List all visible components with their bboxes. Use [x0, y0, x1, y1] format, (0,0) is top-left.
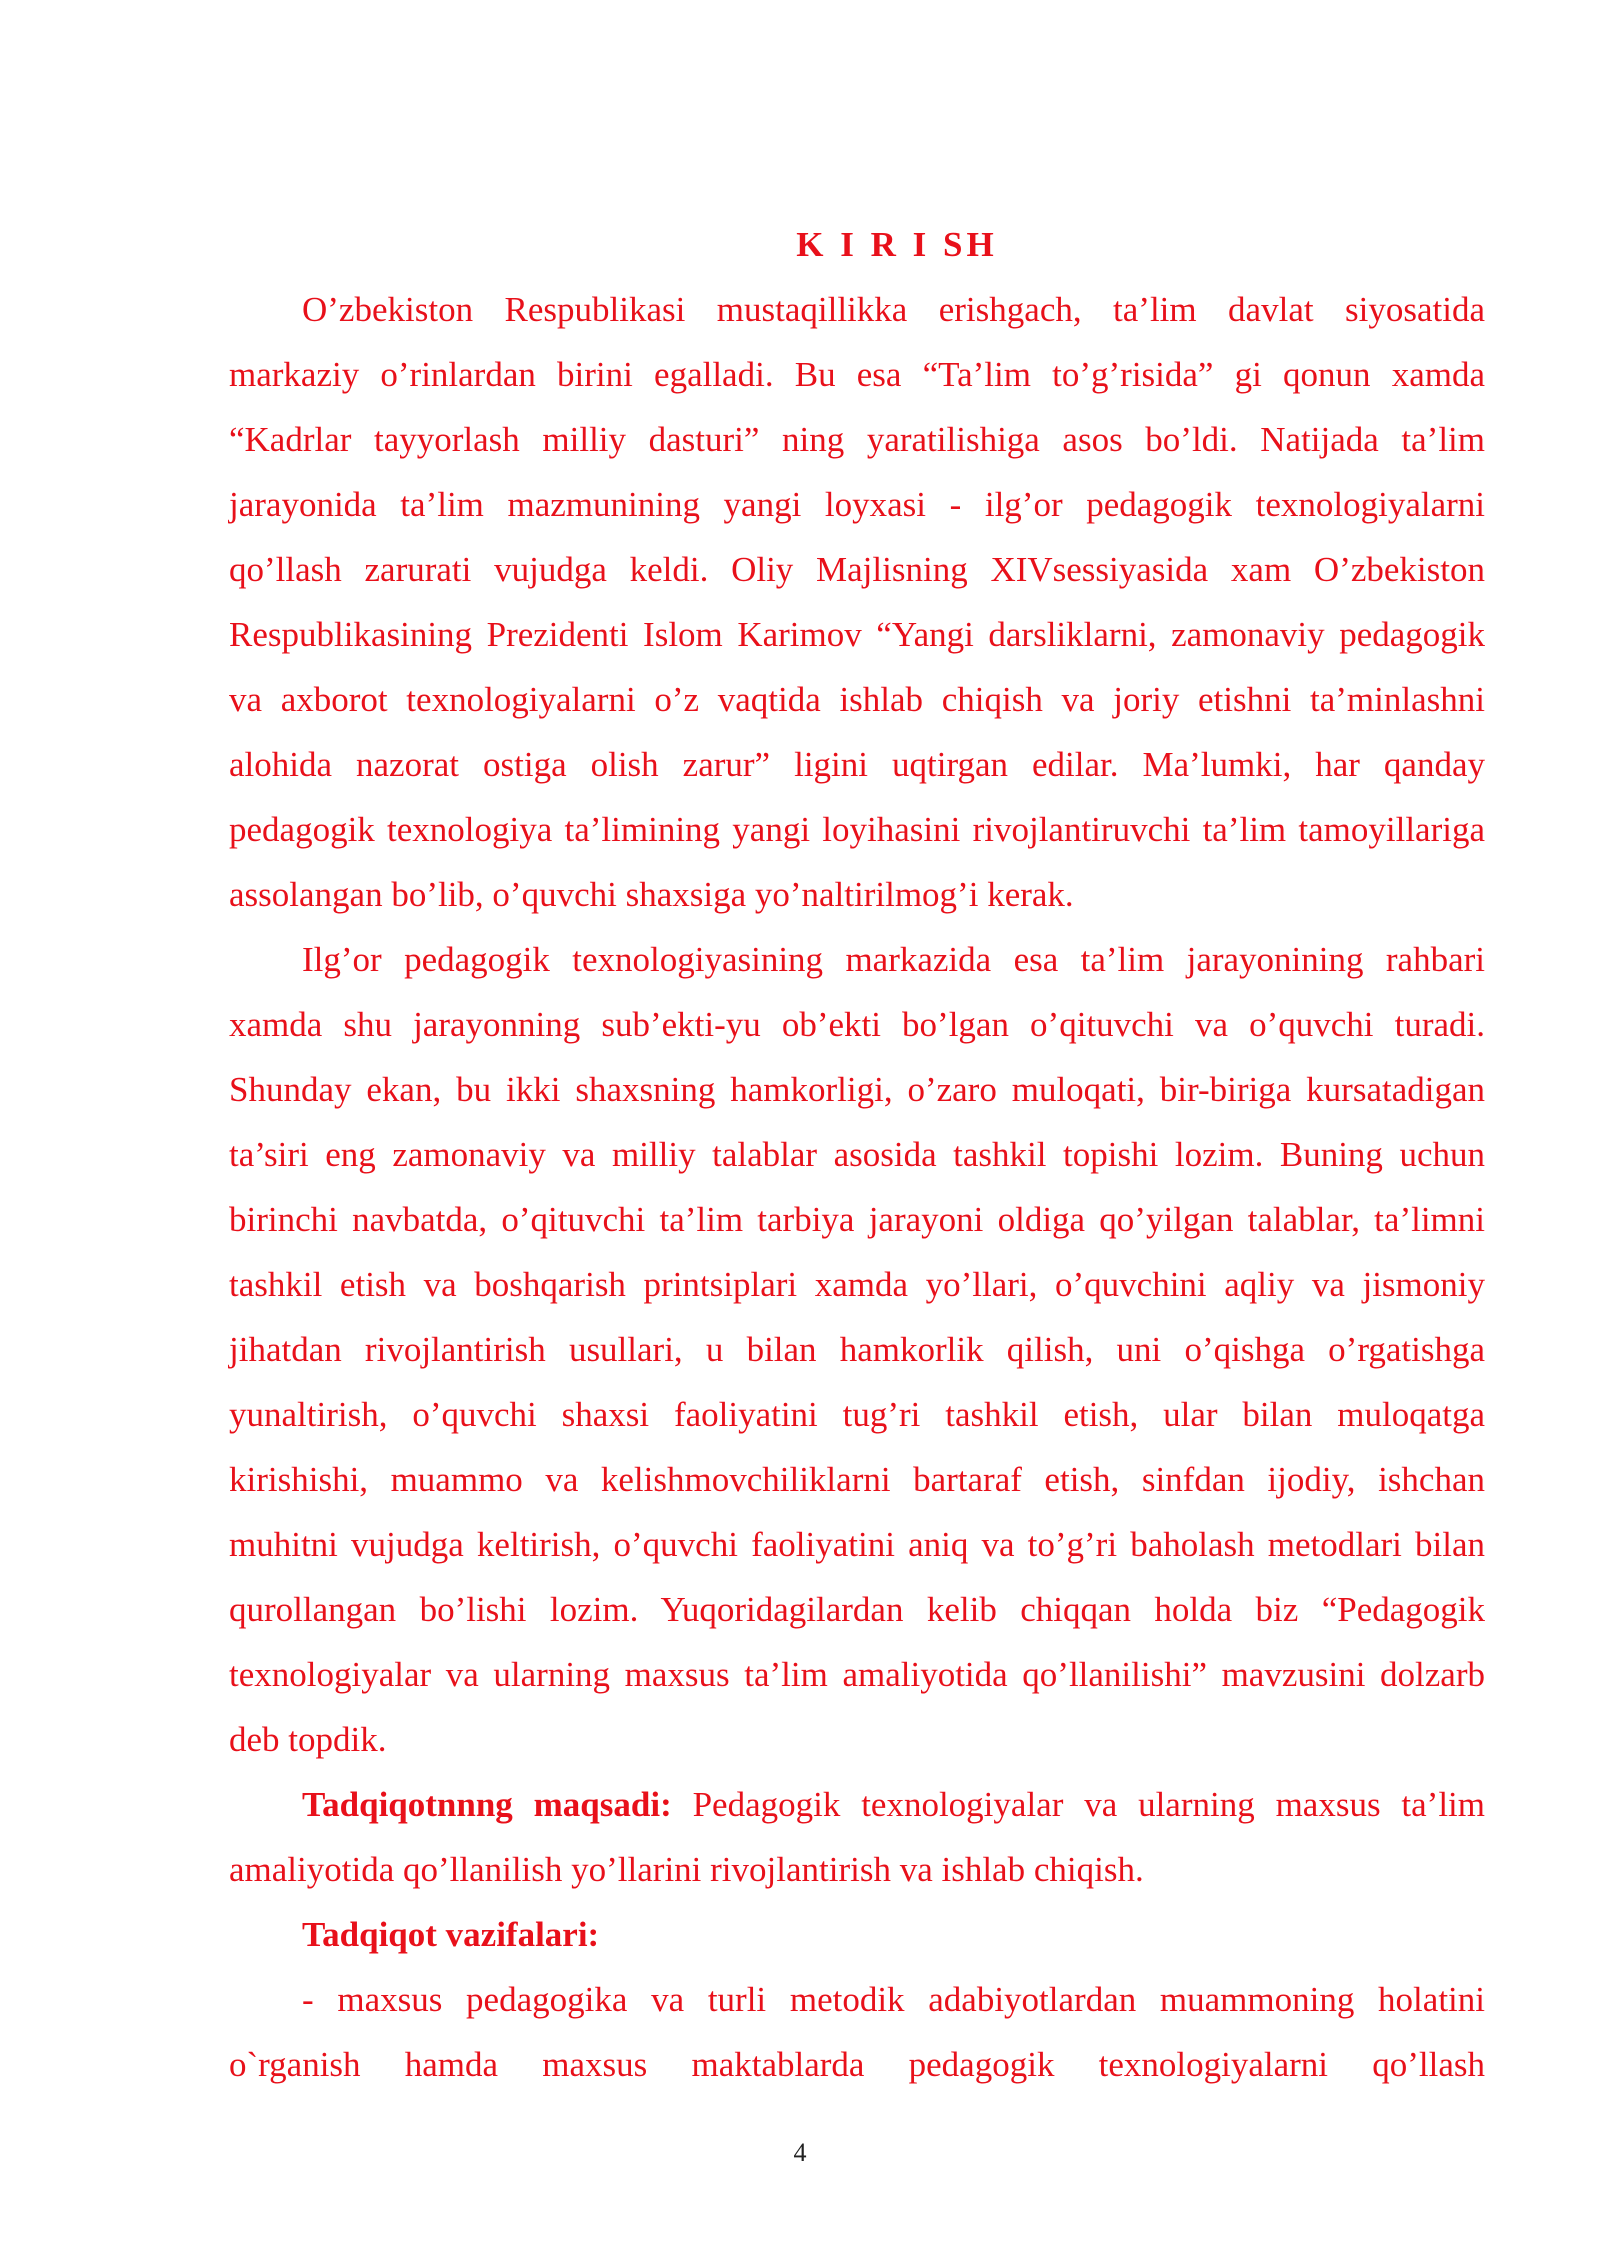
paragraph-pedagogy: Ilg’or pedagogik texnologiyasining markazida esa ta’lim jarayonining rahbari xamda shu jarayonning sub’ekti-yu ob’ekti bo’lgan o’qituvchi va o’quvchi turadi. Shunday ekan, bu ikki shaxsning hamkorligi, o’zaro muloqati, bir-biriga kursatadigan ta’siri eng zamonaviy va milliy talablar asosida tashkil topishi lozim. Buning uchun birinchi navbatda, o’qituvchi ta’lim tarbiya jarayoni oldiga qo’yilgan talablar, ta’limni tashkil etish va boshqarish printsiplari xamda yo’llari, o’quvchini aqliy va jismoniy jihatdan rivojlantirish usullari, u bilan hamkorlik qilish, uni o’qishga o’rgatishga yunaltirish, o’quvchi shaxsi faoliyatini tug’ri tashkil etish, ular bilan muloqatga kirishishi, muammo va kelishmovchiliklarni bartaraf etish, sinfdan ijodiy, ishchan muhitni vujudga keltirish, o’quvchi faoliyatini aniq va to’g’ri baholash metodlari bilan qurollangan bo’lishi lozim. Yuqoridagilardan kelib chiqqan holda biz “Pedagogik texnologiyalar va ularning maxsus ta’lim amaliyotida qo’llanilishi” mavzusini dolzarb deb topdik.: [229, 940, 1485, 1759]
section-heading: K I R I SH: [796, 225, 998, 264]
goal-text: Pedagogik texnologiyalar va ularning maxsus ta’lim amaliyotida qo’llanilish yo’llarini rivojlantirish va ishlab chiqish.: [229, 1785, 1485, 1889]
goal-label: Tadqiqotnnng maqsadi:: [302, 1785, 672, 1824]
task-item: - maxsus pedagogika va turli metodik adabiyotlardan muammoning holatini o`rganish hamda maxsus maktablarda pedagogik texnologiyalarni qo’llash: [229, 1980, 1485, 2084]
paragraph-intro: O’zbekiston Respublikasi mustaqillikka erishgach, ta’lim davlat siyosatida markaziy o’rinlardan birini egalladi. Bu esa “Ta’lim to’g’risida” gi qonun xamda “Kadrlar tayyorlash milliy dasturi” ning yaratilishiga asos bo’ldi. Natijada ta’lim jarayonida ta’lim mazmunining yangi loyxasi - ilg’or pedagogik texnologiyalarni qo’llash zarurati vujudga keldi. Oliy Majlisning XIVsessiyasida xam O’zbekiston Respublikasining Prezidenti Islom Karimov “Yangi darsliklarni, zamonaviy pedagogik va axborot texnologiyalarni o’z vaqtida ishlab chiqish va joriy etishni ta’minlashni alohida nazorat ostiga olish zarur” ligini uqtirgan edilar. Ma’lumki, har qanday pedagogik texnologiya ta’limining yangi loyihasini rivojlantiruvchi ta’lim tamoyillariga assolangan bo’lib, o’quvchi shaxsiga yo’naltirilmog’i kerak.: [229, 290, 1485, 914]
paragraph-goal: [229, 1772, 1485, 1902]
tasks-label: Tadqiqot vazifalari:: [302, 1915, 600, 1954]
page-content: [229, 212, 1485, 2097]
page-number: 4: [793, 2138, 807, 2167]
paragraph-tasks-heading: [229, 1902, 1485, 1967]
